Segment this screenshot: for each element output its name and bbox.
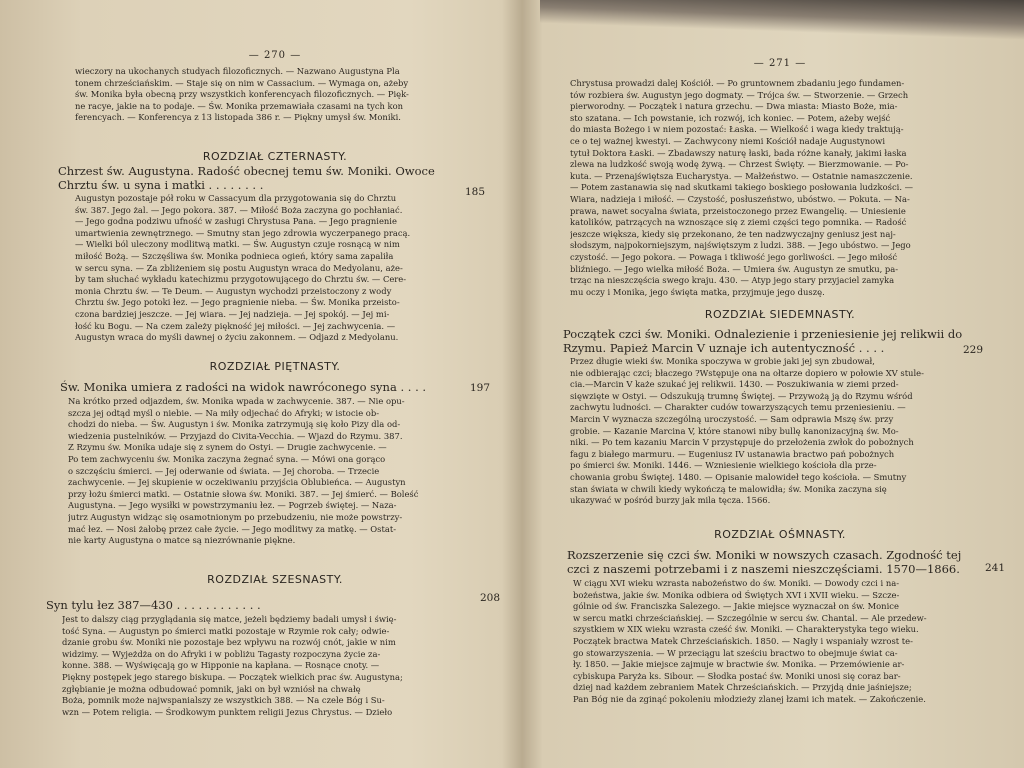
text-line: po śmierci św. Moniki. 1446. — Wzniesienie wielkiego kościoła dla prze- (570, 460, 877, 471)
chapter-heading (567, 548, 972, 576)
text-line: — Wielki ból uleczony modlitwą matki. — Św. Augustyn czuje rosnącą w nim (75, 239, 400, 250)
text-line: tytuł Doktora Łaski. — Zbadawszy naturę łaski, bada różne kanały, jakimi łaska (570, 147, 907, 158)
text-line: cybiskupa Paryża ks. Sibour. — Słodka postać św. Moniki unosi się coraz bar- (573, 670, 901, 681)
text-line: konne. 388. — Wyświęcają go w Hipponie na kapłana. — Rosnące cnoty. — (62, 660, 380, 671)
chapter-summary (573, 578, 973, 706)
text-line: tów rozbiera św. Augustyn jego dogmaty. — Trójca św. — Stworzenie. — Grzech (570, 89, 909, 100)
text-line: katolików, patrzących na wznoszące się z ziemi części tego pomnika. — Radość (570, 217, 907, 228)
text-line: czystość. — Jego pokora. — Powaga i tkliwość jego gorliwości. — Jego miłość (570, 251, 898, 262)
text-line: Na krótko przed odjazdem, św. Monika wpada w zachwycenie. 387. — Nie opu- (68, 396, 405, 406)
text-line: miłość Bożą. — Szczęśliwa św. Monika podnieca ogień, który sama zapaliła (75, 250, 394, 261)
text-line: Po tem zachwyceniu św. Monika zaczyna żegnać syna. — Mówi ona gorąco (68, 453, 386, 464)
text-line: Chrystusa prowadzi dalej Kościół. — Po gruntownem zbadaniu jego fundamen- (570, 78, 905, 88)
text-line: monia Chrztu św. — Te Deum. — Augustyn wychodzi przeistoczony z wody (75, 285, 392, 296)
text-line: by tam słuchać wykładu katechizmu przygotowującego do Chrztu św. — Cere- (75, 274, 407, 285)
chapter-heading (60, 380, 460, 394)
text-line: w sercu matki chrześciańskiej. — Szczególnie w sercu św. Chantal. — Ale przedew- (573, 612, 927, 623)
page-reference: 197 (470, 382, 491, 394)
text-line: Piękny postępek jego starego biskupa. — Początek wielkich prac św. Augustyna; (62, 671, 403, 682)
text-line: cia.—Marcin V każe szukać jej relikwii. 1430. — Poszukiwania w ziemi przed- (570, 379, 899, 390)
chapter-summary (68, 396, 460, 547)
chapter-summary (75, 193, 460, 344)
text-line: ce o tej ważnej kwestyi. — Zachwycony niemi Kościół nadaje Augustynowi (570, 135, 886, 146)
text-line: Przez długie wieki św. Monika spoczywa w grobie jaki jej syn zbudował, (570, 356, 875, 366)
text-line: Boża, pomnik może najwspanialszy ze wszystkich 388. — Na czele Bóg i Su- (62, 695, 385, 706)
heading-line: czci z naszemi potrzebami i z naszemi nieszczęściami. 1570—1866. (567, 562, 960, 576)
text-line: wiedzenia pustelników. — Przyjazd do Civita-Vecchia. — Wjazd do Rzymu. 387. (68, 430, 403, 441)
text-line: tonem chrześciańskim. — Staje się on nim w Cassacium. — Wymaga on, ażeby (75, 77, 409, 88)
text-line: Augustyna. — Jego wysiłki w powstrzymaniu łez. — Pogrzeb świętej. — Naza- (68, 500, 397, 511)
text-line: Augustyn pozostaje pół roku w Cassacyum dla przygotowania się do Chrztu (75, 193, 397, 203)
text-line: ne racye, jakie na to podaje. — Św. Monika przemawiała czasami na tych kon (75, 100, 404, 111)
text-line: zachwycenie. — Jej skupienie w oczekiwaniu przyjścia Oblubieńca. — Augustyn (68, 477, 406, 488)
text-line: W ciągu XVI wieku wzrasta nabożeństwo do św. Moniki. — Dowody czci i na- (573, 578, 900, 588)
heading-line: Rozszerzenie się czci św. Moniki w nowszych czasach. Zgodność tej (567, 548, 962, 562)
text-line: Augustyn wraca do myśli dawnej o życiu zakonnem. — Odjazd z Medyolanu. (75, 332, 399, 343)
text-line: mać łez. — Nosi żałobę przez całe życie. — Jego modlitwy za matkę. — Ostat- (68, 523, 397, 534)
text-line: szystkiem w XIX wieku wzrasta cześć św. Moniki. — Charakterystyka tego wieku. (573, 624, 919, 635)
text-line: do miasta Bożego i w niem pozostać: Łaska. — Wielkość i waga kiedy traktują- (570, 124, 904, 135)
text-line: Wiara, nadzieja i miłość. — Czystość, posłuszeństwo, ubóstwo. — Pokuta. — Na- (570, 193, 910, 204)
text-line: gólnie od św. Franciszka Salezego. — Jakie miejsce wyznaczał on św. Monice (573, 601, 899, 612)
text-line: szcza jej odtąd myśl o niebie. — Na miły odjechać do Afryki; w istocie ob- (68, 407, 380, 418)
text-line: chowania grobu Świętej. 1480. — Opisanie malowideł tego kościoła. — Smutny (570, 471, 907, 482)
text-line: zachwytu ludności. — Charakter cudów towarzyszących temu przeniesieniu. — (570, 402, 906, 413)
text-line: fagu z białego marmuru. — Eugeniusz IV ustanawia bractwo pań pobożnych (570, 448, 895, 459)
chapter-heading (46, 598, 456, 612)
text-line: niki. — Po tem kazaniu Marcin V przystępuje do przełożenia zwłok do pobożnych (570, 437, 914, 448)
text-line: ły. 1850. — Jakie miejsce zajmuje w bractwie św. Monika. — Przemówienie ar- (573, 659, 905, 670)
chapter-summary (570, 356, 965, 507)
text-line: prawa, nawet socyalna świata, przeistoczonego przez Ewangelię. — Uniesienie (570, 205, 906, 216)
text-line: Pan Bóg nie da zginąć pokoleniu młodzieży zlanej łzami ich matek. — Zakończenie. (573, 693, 926, 704)
text-line: sięwzięte w Ostyi. — Odszukują trumnę Świętej. — Przywożą ją do Rzymu wśród (570, 390, 913, 401)
text-line: ferencyach. — Konferencya z 13 listopada 386 r. — Piękny umysł św. Moniki. (75, 112, 401, 123)
text-line: umartwienia zewnętrznego. — Smutny stan jego zdrowia wyczerpanego pracą. (75, 227, 411, 238)
text-line: św. 387. Jego żal. — Jego pokora. 387. — Miłość Boża zaczyna go pochłaniać. (75, 204, 403, 215)
chapter-summary-continuation (75, 66, 460, 124)
text-line: ukazywać w pośród burzy jak mila tęcza. 1566. (570, 495, 771, 506)
heading-line: Chrztu św. u syna i matki . . . . . . . . (58, 178, 264, 192)
chapter-summary-continuation (570, 78, 970, 298)
text-line: Chrztu św. Jego potoki łez. — Jego pragnienie nieba. — Św. Monika przeisto- (75, 297, 400, 308)
text-line: dzanie grobu św. Moniki nie pozostaje bez wpływu na rozwój cnót, jakie w nim (62, 637, 396, 648)
page-reference: 241 (985, 562, 1006, 574)
text-line: bożeństwa, jakie św. Monika odbiera od Świętych XVI i XVII wieku. — Szcze- (573, 589, 900, 600)
text-line: nie karty Augustyna o matce są niezrównanie piękne. (68, 535, 296, 546)
text-line: bliźniego. — Jego wielka miłość Boża. — Umiera św. Augustyn ze smutku, pa- (570, 263, 899, 274)
text-line: w sercu syna. — Za zbliżeniem się postu Augustyn wraca do Medyolanu, aże- (75, 262, 403, 273)
chapter-summary (62, 614, 462, 718)
text-line: pierworodny. — Początek i natura grzechu. — Dwa miasta: Miasto Boże, mia- (570, 101, 898, 112)
chapter-title: ROZDZIAŁ OŚMNASTY. (714, 528, 846, 541)
chapter-heading (563, 327, 963, 355)
heading-line: Syn tylu łez 387—430 . . . . . . . . . . . . (46, 598, 261, 612)
heading-line: Początek czci św. Moniki. Odnalezienie i przeniesienie jej relikwii do (563, 327, 963, 341)
text-line: chodzi do nieba. — Św. Augustyn i św. Monika zatrzymują się koło Pizy dla od- (68, 419, 401, 430)
left-page (40, 0, 510, 768)
heading-line: Chrzest św. Augustyna. Radość obecnej temu św. Moniki. Owoce (58, 164, 435, 178)
text-line: jeszcze większa, kiedy się przekonano, że ten nadzwyczajny geniusz jest naj- (570, 228, 896, 239)
text-line: Z Rzymu św. Monika udaje się z synem do Ostyi. — Drugie zachwycenie. — (68, 442, 387, 453)
text-line: — Jego godna podziwu ufność w zasługi Chrystusa Pana. — Jego pragnienie (75, 216, 397, 227)
chapter-title: ROZDZIAŁ SZESNASTY. (207, 573, 343, 586)
text-line: przy łożu śmierci matki. — Ostatnie słowa św. Moniki. 387. — Jej śmierć. — Boleść (68, 488, 419, 499)
text-line: o szczęściu śmierci. — Jej oderwanie od świata. — Jej choroba. — Trzecie (68, 465, 380, 476)
text-line: — Potem zastanawia się nad skutkami takiego boskiego posłowania ludzkości. — (570, 182, 914, 193)
text-line: tość Syna. — Augustyn po śmierci matki pozostaje w Rzymie rok cały; odwie- (62, 625, 390, 636)
page-number: — 271 — (753, 58, 807, 69)
text-line: sto szatana. — Ich powstanie, ich rozwój, ich koniec. — Potem, ażeby wejść (570, 112, 891, 123)
page-number: — 270 — (248, 50, 302, 61)
chapter-title: ROZDZIAŁ CZTERNASTY. (202, 150, 348, 163)
chapter-title: ROZDZIAŁ PIĘTNASTY. (209, 360, 341, 373)
text-line: go stowarzyszenia. — W przeciągu lat sześciu bractwo to obejmuje świat ca- (573, 647, 898, 658)
text-line: zgłębianie je można odbudować pomnik, jaki on był wzniósł na chwałę (62, 683, 361, 694)
text-line: słodszym, najpokorniejszym, najświętszym z ludzi. 388. — Jego ubóstwo. — Jego (570, 240, 911, 251)
text-line: kuta. — Przenajświętsza Eucharystya. — Małżeństwo. — Ostatnie namaszczenie. (570, 170, 913, 181)
chapter-heading (58, 164, 458, 192)
chapter-title: ROZDZIAŁ SIEDEMNASTY. (704, 308, 856, 321)
text-line: trząc na nieszczęścia swego kraju. 430. — Atyp jego stary przyjaciel zamyka (570, 275, 895, 286)
text-line: stan świata w chwili kiedy wykończą te malowidła; św. Monika zaczyna się (570, 483, 887, 494)
text-line: zlewa na ludzkość swoją wodę żywą. — Chrzest Święty. — Bierzmowanie. — Po- (570, 159, 909, 170)
text-line: jutrz Augustyn widząc się osamotnionym po przebudzeniu, nie może powstrzy- (68, 511, 403, 522)
text-line: św. Monika była obecną przy wszystkich konferencyach filozoficznych. — Pięk- (75, 89, 409, 100)
text-line: Początek bractwa Matek Chrześciańskich. 1850. — Nagły i wspaniały wzrost te- (573, 635, 913, 646)
text-line: mu oczy i Monika, jego święta matka, przyjmuje jego duszę. (570, 286, 825, 297)
page-reference: 208 (480, 592, 501, 604)
text-line: łość ku Bogu. — Na czem zależy piękność jej miłości. — Jej zachwycenia. — (75, 320, 396, 331)
page-reference: 185 (465, 186, 486, 198)
text-line: dziej nad każdem zebraniem Matek Chrześciańskich. — Przyjdą dnie jaśniejsze; (573, 682, 912, 693)
heading-line: Rzymu. Papież Marcin V uznaje ich autentyczność . . . . (563, 341, 885, 355)
text-line: wzn — Potem religia. — Środkowym punktem religii Jezus Chrystus. — Dzieło (62, 706, 393, 717)
text-line: nie odbierając czci; błaczego ?Wstępuje ona na ołtarze dopiero w połowie XV stule- (570, 367, 924, 378)
text-line: Jest to dalszy ciąg przyglądania się matce, jeżeli będziemy badali umysł i świę- (62, 614, 397, 624)
text-line: czona bardziej jeszcze. — Jej wiara. — Jej nadzieja. — Jej spokój. — Jej mi- (75, 308, 390, 319)
text-line: widzimy. — Wyjeżdża on do Afryki i w pobliżu Tagasty rozpoczyna życie za- (62, 648, 381, 659)
text-line: grobie. — Kazanie Marcina V, które stanowi niby bullę kanonizacyjną św. Mo- (570, 425, 899, 436)
heading-line: Św. Monika umiera z radości na widok nawróconego syna . . . . (60, 380, 427, 394)
right-page (545, 0, 1015, 768)
text-line: Marcin V wyznacza szczególną uroczystość. — Sam odprawia Mszę św. przy (570, 413, 894, 424)
text-line: wieczory na ukochanych studyach filozoficznych. — Nazwano Augustyna Pla (75, 66, 400, 76)
page-reference: 229 (963, 344, 984, 356)
